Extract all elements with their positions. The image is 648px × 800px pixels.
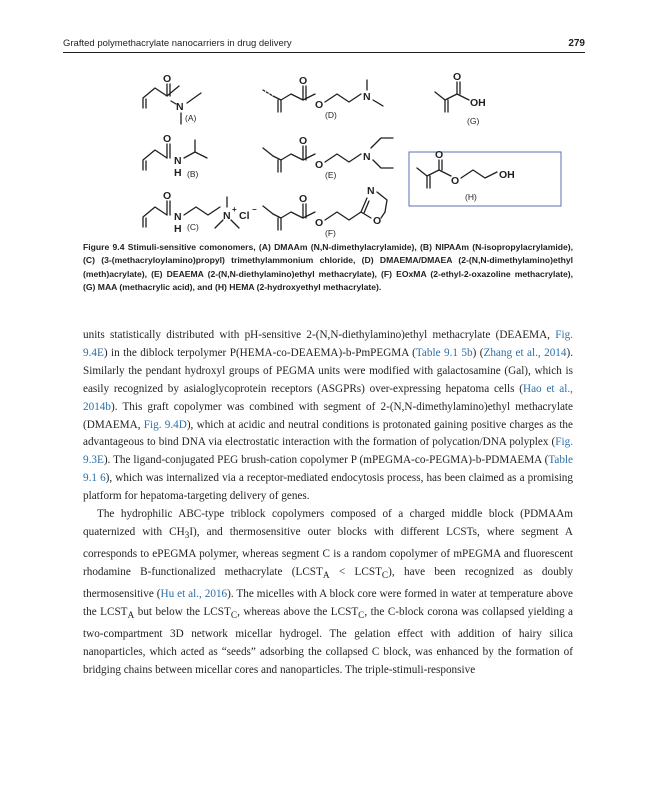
label-f: (F) [325,228,336,238]
subscript: C [381,571,389,582]
caption-text: Stimuli-sensitive comonomers, (A) DMAAm (N,N-dimethylacrylamide), (B) NIPAAm (N-isopropylacrylamide), (C) (3-(methacryloylamino)propyl) trimethylammonium chloride, (D) DMAEMA/DMAEA (2-(N,N-dimethylamino)ethyl (meth)acrylate), (E) DEAEMA (2-(N,N-diethylamino)ethyl methacrylate), (F) EOxMA (2-ethyl-2-oxazoline methacrylate), (G) MAA (methacrylic acid), and (H) HEMA (2-hydroxyethyl methacrylate). [83,242,574,292]
subscript: C [358,611,365,622]
text-run: , whereas above the LCST [237,606,359,619]
table-link[interactable]: Table 9.1 5b [415,346,473,359]
atom-o: O [299,135,308,147]
text-run: ), have been recognized as doubly thermosensitive ( [83,566,573,601]
atom-h: H [174,223,182,235]
text-run: I), and thermosensitive outer blocks with different LCSTs, where segment A corresponds to ePEGMA polymer, whereas segment C is a random copolymer of mPEGMA and fluorescent rhodamine B-functionalized methacrylate (LCST [83,525,573,579]
citation-link[interactable]: Hao et al., 2014b [83,382,573,413]
page-number: 279 [568,38,585,49]
text-run: The hydrophilic ABC-type triblock copolymers composed of a charged middle block (PDMAAm quaternized with CH [83,508,573,538]
atom-n: N [363,91,371,103]
text-run: but below the LCST [134,606,231,619]
subscript: A [127,611,135,622]
atom-n: N [367,185,375,197]
text-run: ). This graft copolymer was combined with segment of 2-(N,N-dimethylamino)ethyl methacrylate (DMAEMA, [83,400,573,431]
label-h: (H) [465,192,477,202]
structure-h-hema [409,149,561,206]
label-g: (G) [467,116,480,126]
charge-minus: − [252,205,257,214]
charge-plus: + [232,205,237,214]
atom-o: O [315,159,324,171]
structure-f-eoxma [263,185,387,238]
atom-cl: Cl [239,210,250,222]
text-run: ). Similarly the pendant hydroxyl groups of PEGMA units were modified with galactosamine (Gal), which is easily recognized by asialoglycoprotein receptors (ASGPRs) over-expressing hepatoma cells ( [83,346,574,395]
citation-link[interactable]: Zhang et al., 2014 [483,346,567,359]
atom-n: N [176,101,184,113]
figure-link[interactable]: Fig. 9.3E [83,436,573,467]
label-a: (A) [185,113,197,123]
caption-label: Figure 9.4 [83,242,125,252]
paragraph-1 [83,327,573,506]
structure-e-deaema [263,135,393,180]
atom-n: N [174,155,182,167]
text-run: ), which at acidic and neutral conditions is protonated gaining positive charges as the advantageous to bind DNA via electrostatic interaction with the formation of polycation/DNA polyplex ( [83,418,573,449]
citation-link[interactable]: Hu et al., 2016 [160,588,228,601]
structure-d-dmaema [263,75,383,120]
atom-o: O [435,149,444,161]
atom-o: O [315,217,324,229]
text-run: ) in the diblock terpolymer P(HEMA-co-DEAEMA)-b-PmPEGMA ( [103,346,416,359]
chemical-structures-diagram [63,60,585,238]
atom-h: H [174,167,182,179]
atom-oh: OH [470,97,486,109]
figure-caption [83,241,573,294]
body-text [83,327,573,680]
table-link[interactable]: Table 9.1 6 [83,454,573,485]
figure-9-4 [63,60,585,238]
structure-c-mapta [143,190,257,235]
atom-o: O [315,99,324,111]
text-run: ). The ligand-conjugated PEG brush-cation copolymer P (mPEGMA-co-PEGMA)-b-PDMAEMA ( [103,454,549,467]
atom-o: O [163,190,172,202]
atom-n: N [174,211,182,223]
text-run: ). The micelles with A block core were formed in water at temperature above the LCST [83,588,573,619]
hema-highlight-box [409,152,561,206]
figure-link[interactable]: Fig. 9.4D [143,418,187,431]
text-run: units statistically distributed with pH-sensitive 2-(N,N-diethylamino)ethyl methacrylate (DEAEMA, [83,329,556,341]
text-run: < LCST [329,566,382,579]
atom-n: N [363,151,371,163]
paragraph-2 [83,506,573,680]
atom-o: O [453,71,462,83]
text-run: , the C-block corona was collapsed yielding a two-compartment 3D network micellar hydrogel. The gelation effect with addition of hairy silica nanoparticles, which acted as “seeds” adsorbing the collapsed C block, was enhanced by the formation of bridging chains between micellar cores and nanoparticles. The triple-stimuli-responsive [83,606,573,677]
label-b: (B) [187,169,199,179]
atom-o: O [299,75,308,87]
atom-oh: OH [499,169,515,181]
header-rule [63,52,585,53]
text-run: ), which was internalized via a receptor-mediated endocytosis process, has been claimed as a promising platform for hepatoma-targeting delivery of genes. [83,472,573,503]
atom-o: O [373,215,382,227]
atom-o: O [163,133,172,145]
text-run: ) ( [472,346,484,359]
atom-o: O [299,193,308,205]
subscript: C [230,611,238,622]
label-d: (D) [325,110,337,120]
figure-link[interactable]: Fig. 9.4E [83,329,573,359]
subscript: 3 [184,531,190,542]
label-c: (C) [187,222,199,232]
structure-b-nipaam [143,133,207,179]
atom-o: O [163,73,172,85]
running-head [63,38,585,49]
atom-o: O [451,175,460,187]
structure-g-maa [435,71,486,126]
running-title: Grafted polymethacrylate nanocarriers in drug delivery [63,38,292,49]
subscript: A [322,571,330,582]
structure-a-dmaam [143,73,201,124]
atom-n-plus: N [223,210,231,222]
label-e: (E) [325,170,337,180]
